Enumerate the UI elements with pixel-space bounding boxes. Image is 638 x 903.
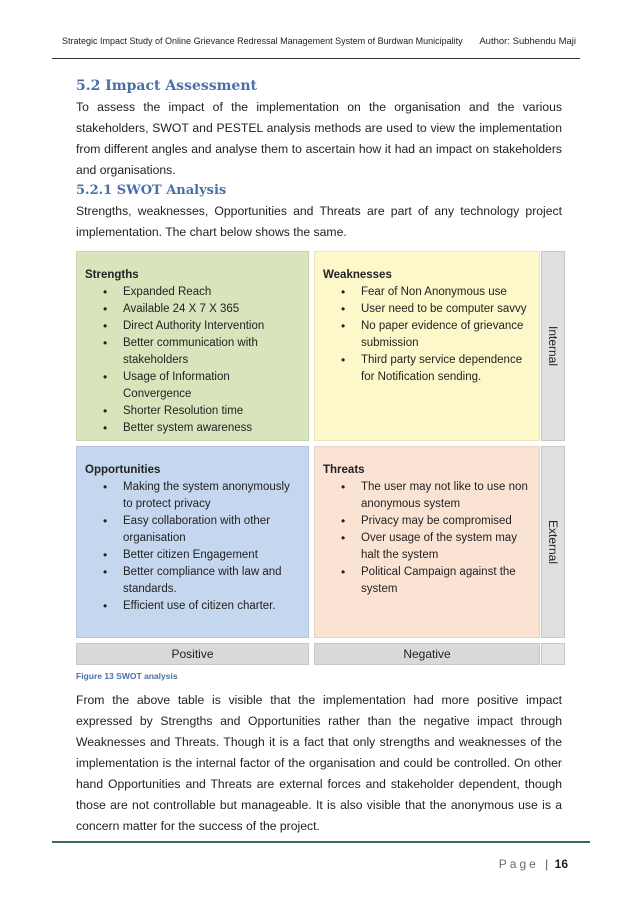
swot-grid xyxy=(76,251,566,669)
page-separator: | xyxy=(545,857,549,871)
internal-label: Internal xyxy=(546,325,560,367)
footer-divider xyxy=(52,841,590,843)
list-item: • Making the system anonymously to protect privacy xyxy=(85,479,300,513)
weaknesses-title: Weaknesses xyxy=(323,269,392,281)
list-item: • Better compliance with law and standards. xyxy=(85,564,300,598)
list-item: • Better citizen Engagement xyxy=(85,547,300,564)
corner-cell xyxy=(541,643,565,665)
list-item: • Usage of Information Convergence xyxy=(85,369,300,403)
section-intro: To assess the impact of the implementation on the organisation and the various stakeholders, SWOT and PESTEL analysis methods are used to view the implementation from different angles and analyse them to ascertain how it had an impact on stakeholders and organisations. xyxy=(76,100,562,177)
page-number: 16 xyxy=(554,857,568,871)
list-item: • Shorter Resolution time xyxy=(85,403,300,420)
list-item: • Third party service dependence for Notification sending. xyxy=(323,352,531,386)
weaknesses-list xyxy=(323,284,531,386)
subsection-intro: Strengths, weaknesses, Opportunities and Threats are part of any technology project implementation. The chart below shows the same. xyxy=(76,204,562,239)
page-header xyxy=(62,36,576,56)
list-item: • Efficient use of citizen charter. xyxy=(85,598,300,615)
list-item: • Better system awareness xyxy=(85,420,300,437)
side-label-external xyxy=(541,446,565,638)
list-item: • Expanded Reach xyxy=(85,284,300,301)
external-label: External xyxy=(546,519,560,565)
axis-negative: Negative xyxy=(314,643,540,665)
opportunities-title: Opportunities xyxy=(85,464,161,476)
list-item: • Better communication with stakeholders xyxy=(85,335,300,369)
strengths-title: Strengths xyxy=(85,269,139,281)
section-heading: 5.2 Impact Assessment xyxy=(76,78,257,94)
list-item: • No paper evidence of grievance submission xyxy=(323,318,531,352)
list-item: • Privacy may be compromised xyxy=(323,513,531,530)
swot-threats xyxy=(314,446,540,638)
header-author: Author: Subhendu Maji xyxy=(479,36,576,47)
opportunities-list xyxy=(85,479,300,615)
list-item: • Easy collaboration with other organisation xyxy=(85,513,300,547)
list-item: • The user may not like to use non anonymous system xyxy=(323,479,531,513)
list-item: • User need to be computer savvy xyxy=(323,301,531,318)
list-item: • Political Campaign against the system xyxy=(323,564,531,598)
threats-title: Threats xyxy=(323,464,365,476)
header-title: Strategic Impact Study of Online Grievance Redressal Management System of Burdwan Municipality xyxy=(62,36,463,46)
conclusion-paragraph: From the above table is visible that the implementation had more positive impact expressed by Strengths and Opportunities rather than the negative impact through Weaknesses and Threats. Though it is a fact that only strengths and weaknesses of the implementation is the internal factor of the organisation and could be controlled. On other hand Opportunities and Threats are external forces and stakeholder dependent, though those are not controllable but manageable. It is also visible that the anonymous use is a concern matter for the success of the project. xyxy=(76,693,562,833)
header-divider xyxy=(52,58,580,59)
swot-weaknesses xyxy=(314,251,540,441)
list-item: • Fear of Non Anonymous use xyxy=(323,284,531,301)
figure-caption: Figure 13 SWOT analysis xyxy=(76,671,178,681)
list-item: • Over usage of the system may halt the system xyxy=(323,530,531,564)
axis-positive: Positive xyxy=(76,643,309,665)
threats-list xyxy=(323,479,531,598)
page-footer xyxy=(499,857,568,871)
side-label-internal xyxy=(541,251,565,441)
swot-strengths xyxy=(76,251,309,441)
page-label: Page xyxy=(498,857,539,871)
list-item: • Available 24 X 7 X 365 xyxy=(85,301,300,318)
subsection-heading: 5.2.1 SWOT Analysis xyxy=(76,183,227,198)
strengths-list xyxy=(85,284,300,437)
swot-opportunities xyxy=(76,446,309,638)
list-item: • Direct Authority Intervention xyxy=(85,318,300,335)
